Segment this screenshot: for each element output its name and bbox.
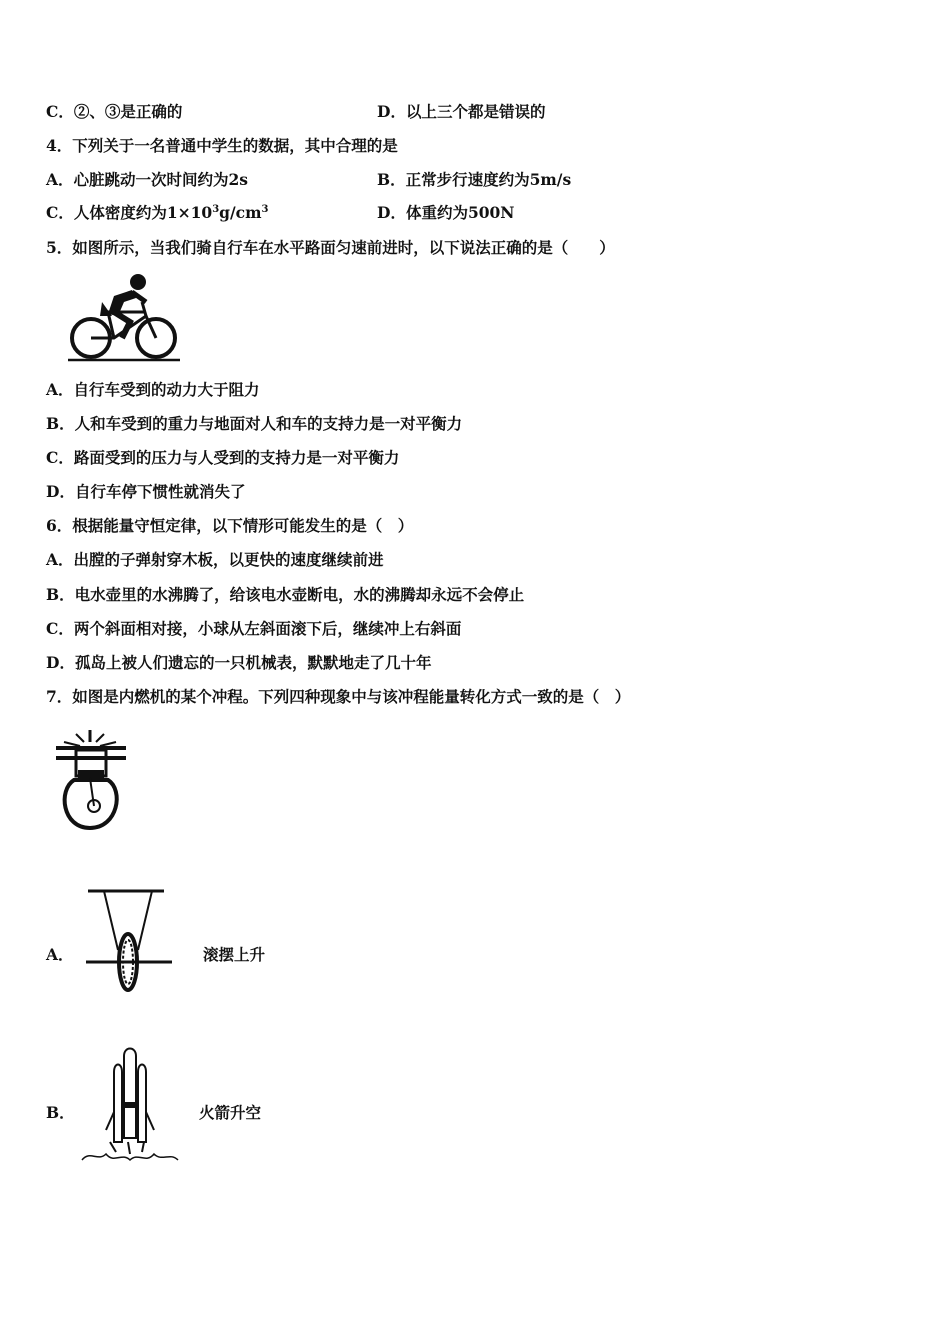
q3-option-c: C．②、③是正确的 xyxy=(46,102,183,121)
q7-option-b-letter: B． xyxy=(46,1103,75,1122)
engine-stroke-figure xyxy=(52,728,130,832)
q5-option-b: B．人和车受到的重力与地面对人和车的支持力是一对平衡力 xyxy=(46,414,463,433)
q5-option-a: A．自行车受到的动力大于阻力 xyxy=(46,380,260,399)
rolling-pendulum-figure xyxy=(84,888,174,996)
rocket-launch-figure xyxy=(80,1042,180,1166)
q4-option-c-unit: g/cm xyxy=(219,203,262,222)
q4-stem: 4．下列关于一名普通中学生的数据，其中合理的是 xyxy=(46,136,398,155)
q4-option-a: A．心脏跳动一次时间约为2s xyxy=(46,170,249,189)
q6-option-c: C．两个斜面相对接，小球从左斜面滚下后，继续冲上右斜面 xyxy=(46,619,462,638)
q4-option-b: B．正常步行速度约为5m/s xyxy=(377,170,572,189)
q4-option-c xyxy=(46,203,268,223)
q7-option-b-text: 火箭升空 xyxy=(199,1103,262,1122)
q4-option-c-exponent-2: 3 xyxy=(261,203,269,215)
q6-option-a: A．出膛的子弹射穿木板，以更快的速度继续前进 xyxy=(46,550,384,569)
q4-option-c-exponent-1: 3 xyxy=(212,203,220,215)
q4-option-c-prefix: C．人体密度约为1×10 xyxy=(46,203,213,222)
bicycle-rider-figure xyxy=(66,272,182,364)
q5-stem: 5．如图所示，当我们骑自行车在水平路面匀速前进时，以下说法正确的是（ ） xyxy=(46,238,615,257)
q7-stem: 7．如图是内燃机的某个冲程。下列四种现象中与该冲程能量转化方式一致的是（ ） xyxy=(46,687,631,706)
q5-option-d: D．自行车停下惯性就消失了 xyxy=(46,482,246,501)
q6-option-d: D．孤岛上被人们遗忘的一只机械表，默默地走了几十年 xyxy=(46,653,432,672)
q7-option-a-letter: A． xyxy=(46,945,74,964)
q4-option-d: D．体重约为500N xyxy=(377,203,515,222)
q3-option-d: D．以上三个都是错误的 xyxy=(377,102,546,121)
q5-option-c: C．路面受到的压力与人受到的支持力是一对平衡力 xyxy=(46,448,400,467)
q7-option-a-text: 滚摆上升 xyxy=(203,945,266,964)
q6-stem: 6．根据能量守恒定律，以下情形可能发生的是（ ） xyxy=(46,516,414,535)
q6-option-b: B．电水壶里的水沸腾了，给该电水壶断电，水的沸腾却永远不会停止 xyxy=(46,585,525,604)
